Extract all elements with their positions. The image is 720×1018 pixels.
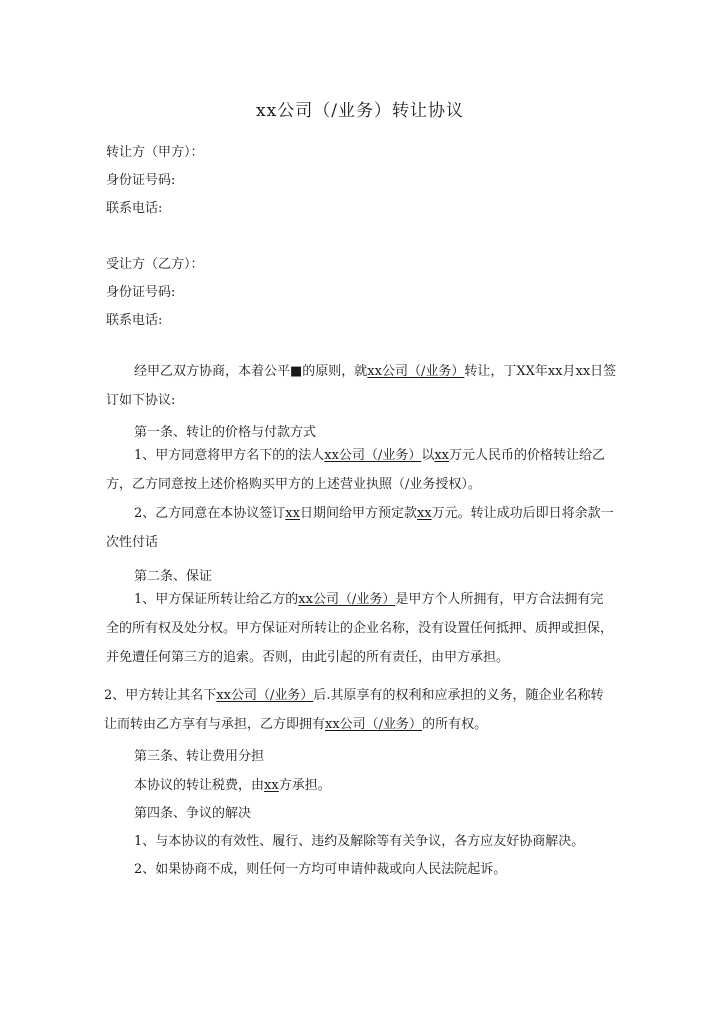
a1-i2-days-blank: xx <box>285 506 300 521</box>
a1-i2-text-c: 万元。转让成功后即日将余款一 <box>431 506 614 521</box>
article-3-line <box>134 774 331 793</box>
article-1-item-2-line-2: 次性付话 <box>106 535 159 550</box>
intro-line-1 <box>106 357 620 386</box>
article-2-item-2-line-1 <box>104 681 620 710</box>
article-1-item-1-line-1 <box>106 441 620 470</box>
a1-i1-text-c: 万元人民币的价格转让给乙 <box>449 448 606 463</box>
article-1-item-1 <box>106 441 620 499</box>
party-b-id-label: 身份证号码: <box>106 285 176 300</box>
document-title: xx公司（/业务）转让协议 <box>256 101 464 121</box>
a2-i1-text-b: 是甲方个人所拥有，甲方合法拥有完 <box>395 592 604 607</box>
article-2-item-1-line-1 <box>106 585 620 614</box>
article-2-item-1 <box>106 585 620 672</box>
a2-i2-text-b: 后.其原享有的权利和应承担的义务，随企业名称转 <box>313 688 604 703</box>
a1-i1-text-a: 1、甲方同意将甲方名下的的法人 <box>134 448 325 463</box>
article-4-heading: 第四条、争议的解决 <box>134 806 252 821</box>
intro-paragraph <box>106 357 620 415</box>
a1-i1-text-b: 以 <box>421 448 435 463</box>
article-1-item-1-line-2: 方，乙方同意按上述价格购买甲方的上述营业执照（/业务授权）。 <box>106 477 481 492</box>
party-a-label: 转让方（甲方）： <box>106 145 204 160</box>
a3-text-b: 方承担。 <box>278 778 331 793</box>
party-a-phone-label: 联系电话: <box>106 201 163 216</box>
a2-i2-text-a: 2、甲方转让其名下 <box>104 688 217 703</box>
a1-i1-company-blank: xx公司（/业务） <box>324 448 422 463</box>
party-b-label: 受让方（乙方）： <box>106 257 204 272</box>
a1-i1-amount-blank: xx <box>434 448 450 463</box>
a1-i2-text-a: 2、乙方同意在本协议签订 <box>134 506 286 521</box>
a2-i2-company-blank: xx公司（/业务） <box>216 688 314 703</box>
article-1-item-2-line-1 <box>106 499 620 528</box>
intro-text-a: 经甲乙双方协商，本着公平■的原则，就 <box>134 364 368 379</box>
intro-company-blank: xx公司（/业务） <box>367 364 465 379</box>
a3-text-a: 本协议的转让税费，由 <box>134 778 265 793</box>
article-1-item-2 <box>106 499 620 557</box>
a2-i2-text-c: 让而转由乙方享有与承担，乙方即拥有 <box>104 717 326 732</box>
article-4-item-2: 2、如果协商不成，则任何一方均可申请仲裁或向人民法院起诉。 <box>134 862 507 877</box>
article-3-heading: 第三条、转让费用分担 <box>134 749 265 764</box>
article-1-heading: 第一条、转让的价格与付款方式 <box>134 425 317 440</box>
article-2-item-2-line-2 <box>104 710 620 739</box>
intro-line-2: 订如下协议: <box>106 393 176 408</box>
article-2-heading: 第二条、保证 <box>134 569 213 584</box>
a2-i2-company-blank-2: xx公司（/业务） <box>325 717 423 732</box>
a2-i1-company-blank: xx公司（/业务） <box>298 592 396 607</box>
article-2-item-1-line-2: 全的所有权及处分权。甲方保证对所转让的企业名称，没有设置任何抵押、质押或担保， <box>106 621 614 636</box>
article-2-item-1-line-3: 并免遭任何第三方的追索。否则，由此引起的所有责任，由甲方承担。 <box>106 650 510 665</box>
party-b-phone-label: 联系电话: <box>106 313 163 328</box>
article-4-item-1: 1、与本协议的有效性、履行、违约及解除等有关争议，各方应友好协商解决。 <box>134 834 585 849</box>
intro-text-b: 转让，丁XX年xx月xx日签 <box>464 364 617 379</box>
a2-i2-text-d: 的所有权。 <box>422 717 488 732</box>
a1-i2-deposit-blank: xx <box>416 506 432 521</box>
a2-i1-text-a: 1、甲方保证所转让给乙方的 <box>134 592 299 607</box>
party-a-id-label: 身份证号码: <box>106 173 176 188</box>
a1-i2-text-b: 日期间给甲方预定款 <box>299 506 417 521</box>
article-2-item-2 <box>104 681 620 739</box>
a3-party-blank: xx <box>264 778 279 793</box>
